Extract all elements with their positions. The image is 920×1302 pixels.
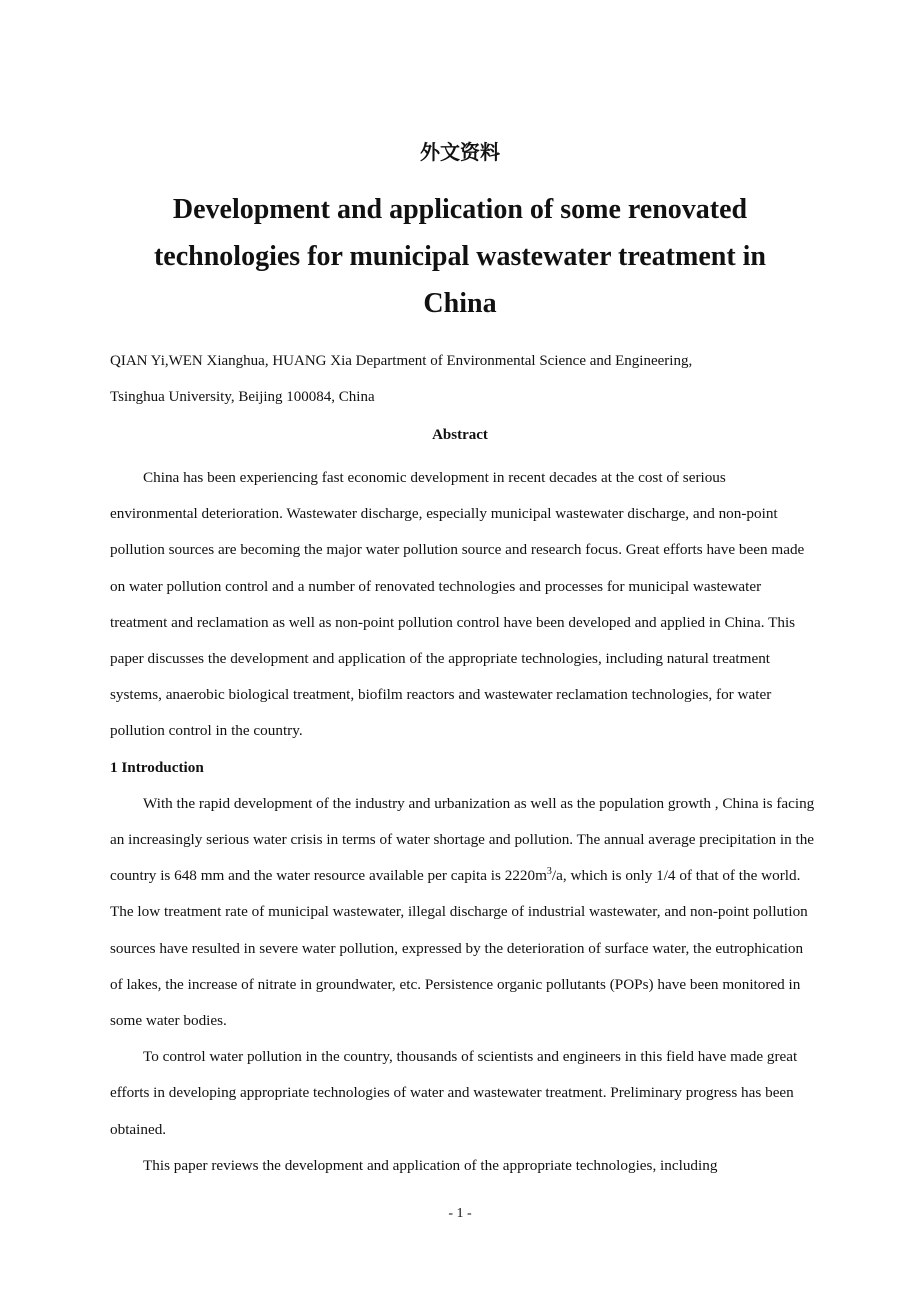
author-line: QIAN Yi,WEN Xianghua, HUANG Xia Department of Environmental Science and Engineering, <box>110 353 693 369</box>
abstract-paragraph: China has been experiencing fast economic development in recent decades at the cost of serious environmental deterioration. Wastewater discharge, especially municipal wastewater discharge, and non-point pollution sources are becoming the major water pollution source and research focus. Great efforts have been made on water pollution control and a number of renovated technologies and processes for municipal wastewater treatment and reclamation as well as non-point pollution control have been developed and applied in China. This paper discusses the development and application of the appropriate technologies, including natural treatment systems, anaerobic biological treatment, biofilm reactors and wastewater reclamation technologies, for water pollution control in the country. <box>110 469 805 740</box>
page-number: - 1 - <box>448 1206 472 1221</box>
intro-paragraph-1-text-continued: /a, which is only 1/4 of that of the world. The low treatment rate of municipal wastewater, illegal discharge of industrial wastewater, and non-point pollution sources have resulted in severe water pollution, expressed by the deterioration of surface water, the eutrophication of lakes, the increase of nitrate in groundwater, etc. Persistence organic pollutants (POPs) have been monitored in some water bodies. <box>110 867 808 1030</box>
intro-paragraph-3: This paper reviews the development and application of the appropriate technologies, including <box>143 1156 718 1174</box>
intro-paragraph-1-text: With the rapid development of the industry and urbanization as well as the population growth , China is facing an increasingly serious water crisis in terms of water shortage and pollution. The annual average precipitation in the country is 648 mm and the water resource available per capita is 2220m <box>110 794 815 885</box>
superscript: 3 <box>546 866 552 878</box>
intro-paragraph-1 <box>110 786 815 1039</box>
intro-paragraph-2: To control water pollution in the country, thousands of scientists and engineers in this field have made great efforts in developing appropriate technologies of water and wastewater treatment. Preliminary progress has been obtained. <box>110 1048 798 1138</box>
title-line: technologies for municipal wastewater treatment in <box>153 241 767 272</box>
section-heading-introduction: 1 Introduction <box>110 758 204 776</box>
author-affiliation <box>110 343 810 415</box>
paper-title <box>100 186 820 327</box>
title-line: Development and application of some renovated <box>172 194 748 225</box>
author-line: Tsinghua University, Beijing 100084, China <box>110 389 375 405</box>
title-line: China <box>423 288 497 319</box>
abstract-heading: Abstract <box>432 427 488 443</box>
body-text <box>110 460 815 1184</box>
chinese-heading: 外文资料 <box>420 140 500 164</box>
